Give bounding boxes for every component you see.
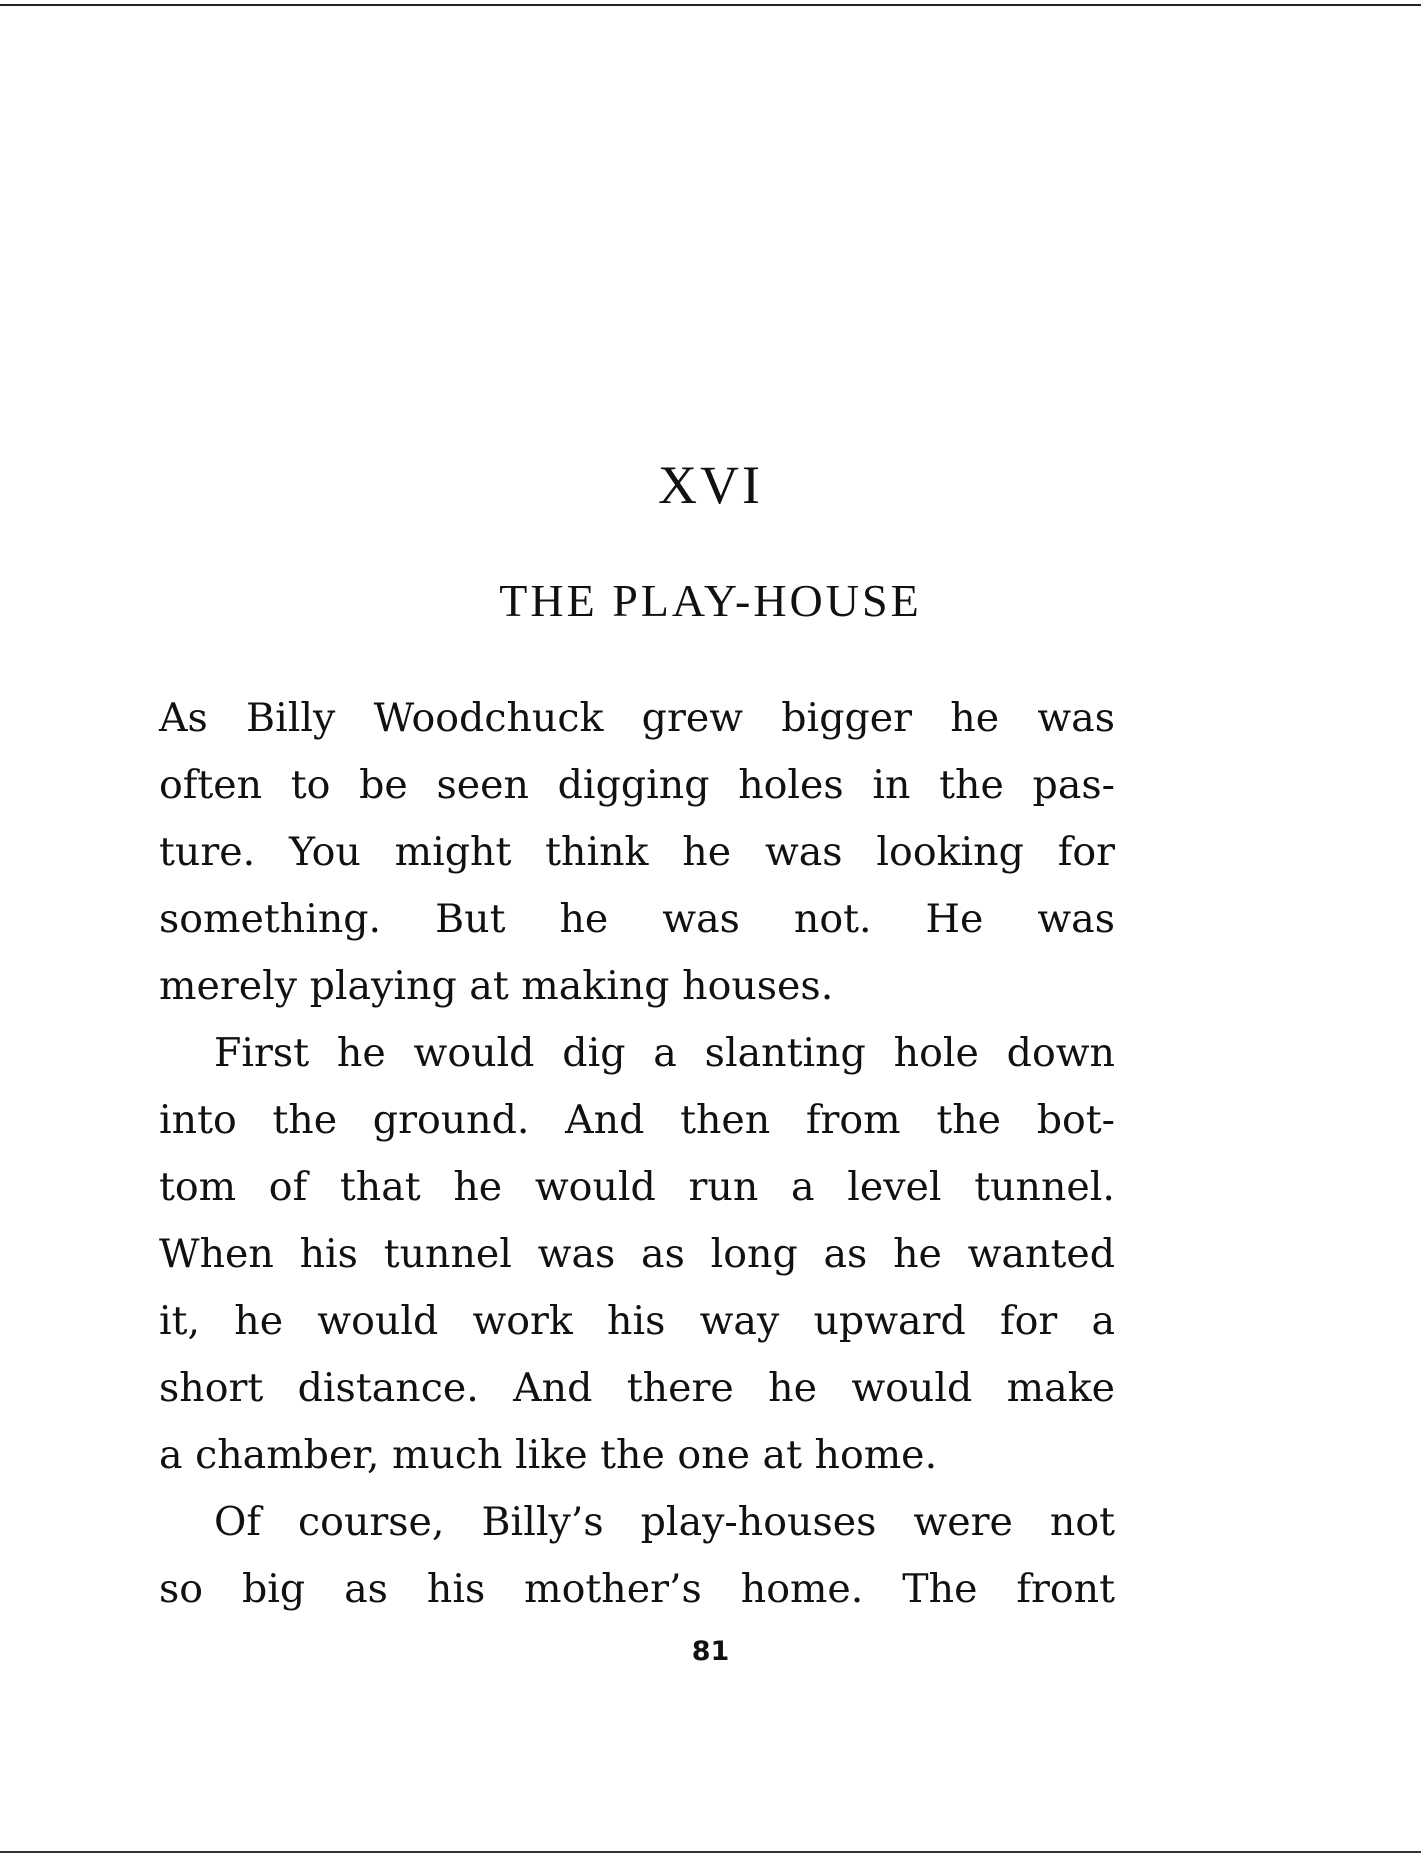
text-line: When his tunnel was as long as he wanted xyxy=(159,1231,1115,1277)
text-line: it, he would work his way upward for a xyxy=(159,1298,1115,1344)
chapter-number: XVI xyxy=(658,455,763,515)
text-line: ture. You might think he was looking for xyxy=(159,829,1115,875)
text-line: Of course, Billy’s play-houses were not xyxy=(214,1499,1115,1545)
page-number: 81 xyxy=(691,1636,730,1667)
chapter-title: THE PLAY-HOUSE xyxy=(499,575,922,626)
text-line: a chamber, much like the one at home. xyxy=(159,1432,938,1478)
text-line: tom of that he would run a level tunnel. xyxy=(159,1164,1115,1210)
paragraph-1 xyxy=(159,685,1115,1020)
text-line: into the ground. And then from the bot- xyxy=(159,1097,1115,1143)
paragraph-2 xyxy=(159,1020,1115,1489)
text-line: As Billy Woodchuck grew bigger he was xyxy=(159,695,1115,741)
text-line: so big as his mother’s home. The front xyxy=(159,1566,1115,1612)
text-line: often to be seen digging holes in the pas- xyxy=(159,762,1115,808)
text-line: something. But he was not. He was xyxy=(159,896,1115,942)
top-page-edge-rule xyxy=(0,4,1421,6)
text-line: First he would dig a slanting hole down xyxy=(214,1030,1115,1076)
body-text xyxy=(159,685,1115,1623)
paragraph-3 xyxy=(159,1489,1115,1623)
bottom-page-edge-rule xyxy=(0,1851,1421,1853)
text-line: short distance. And there he would make xyxy=(159,1365,1115,1411)
text-line: merely playing at making houses. xyxy=(159,963,834,1009)
